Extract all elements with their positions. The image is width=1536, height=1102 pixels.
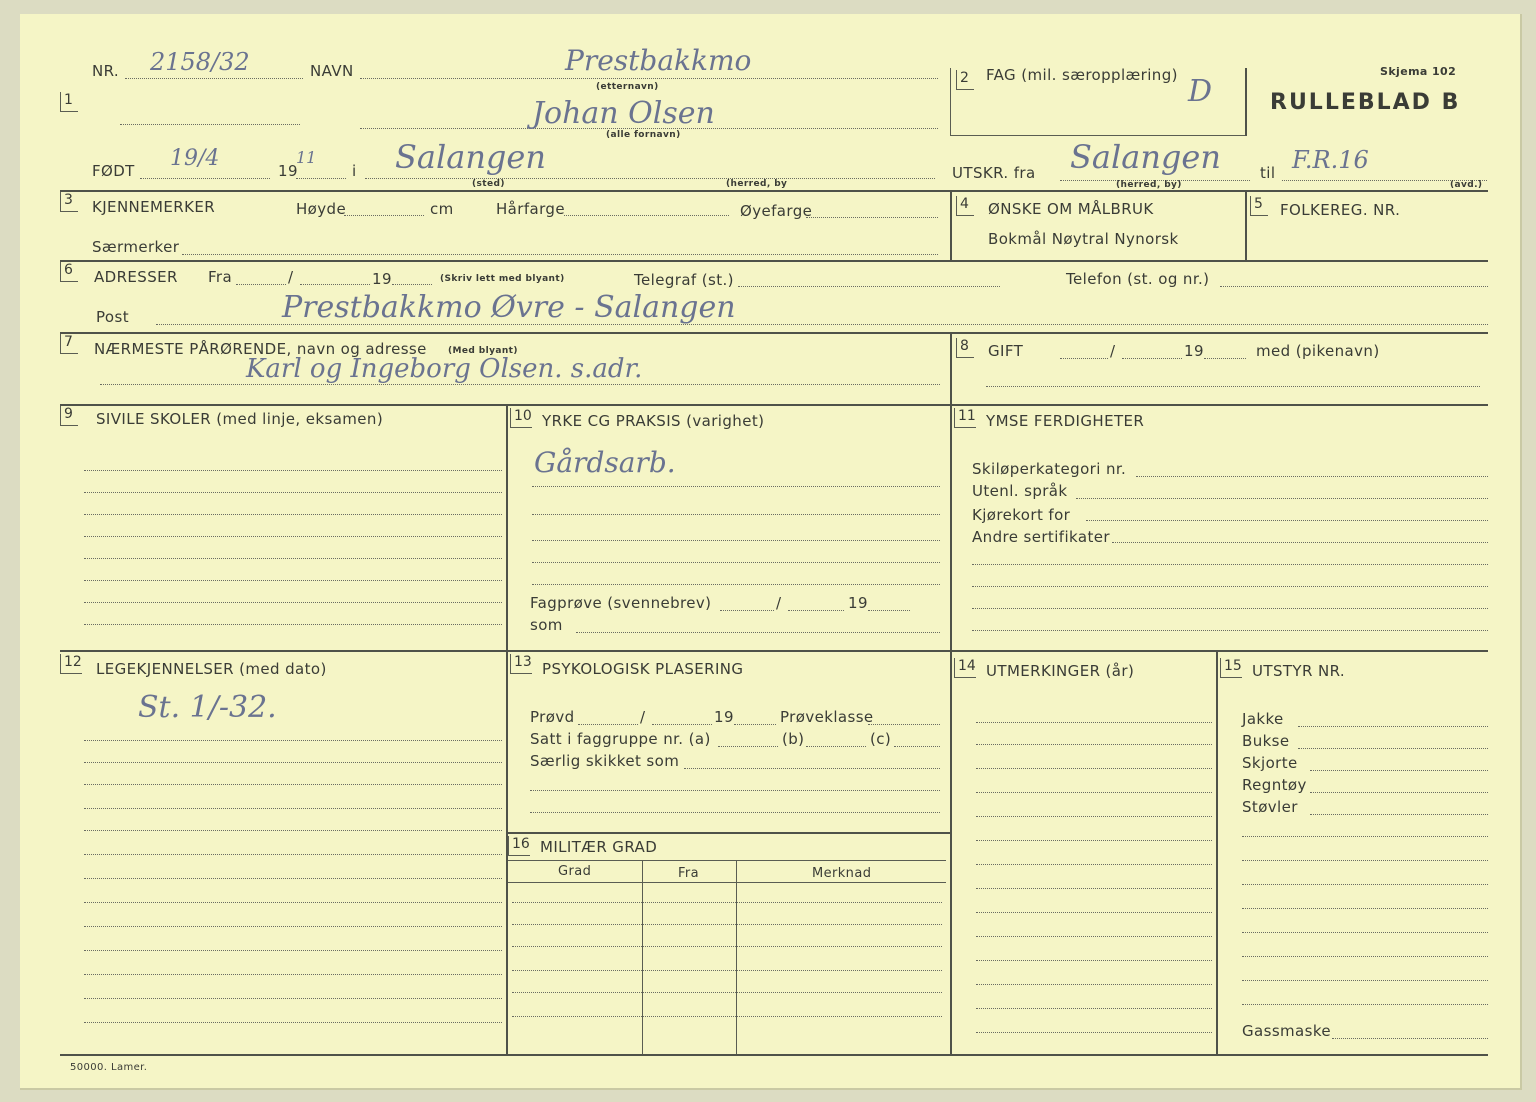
utstyr-left-border: [1216, 650, 1218, 1054]
lege-line-4: [84, 808, 502, 809]
row1-left-line: [120, 124, 300, 125]
til-value: F.R.16: [1292, 146, 1369, 174]
telefon-line: [1220, 286, 1488, 287]
utstyr-line-6: [1242, 860, 1488, 861]
gassmaske-line: [1332, 1038, 1488, 1039]
fodt-line: [140, 178, 270, 179]
oyefarge-line: [806, 217, 938, 218]
ymse-line-7: [972, 630, 1488, 631]
lege-line-11: [84, 974, 502, 975]
utmerkinger-label: UTMERKINGER (år): [986, 662, 1135, 680]
provd-year: 19: [714, 708, 734, 726]
utstyr-label: UTSTYR NR.: [1252, 662, 1346, 680]
lege-line-2: [84, 762, 502, 763]
fra-line-3: [392, 284, 432, 285]
ymse-line-3: [1112, 542, 1488, 543]
skoler-line-1: [84, 470, 502, 471]
telegraf-line: [738, 286, 1000, 287]
section-number-11: 11: [954, 408, 976, 428]
utmerk-line-11: [976, 960, 1212, 961]
hoyde-label: Høyde: [296, 200, 347, 218]
fag-value: D: [1188, 74, 1213, 109]
navn-line: [360, 78, 938, 79]
cm-label: cm: [430, 200, 454, 218]
malbruk-label: ØNSKE OM MÅLBRUK: [988, 200, 1154, 218]
som-line: [576, 632, 940, 633]
section-number-9: 9: [60, 406, 78, 426]
utstyr-line-1: [1298, 748, 1488, 749]
utstyr-line-7: [1242, 884, 1488, 885]
section-number-15: 15: [1220, 658, 1242, 678]
saerlig-line: [684, 768, 940, 769]
fra-line-1: [236, 284, 286, 285]
utmerk-line-13: [976, 1008, 1212, 1009]
parorende-note: (Med blyant): [448, 346, 518, 356]
provd-line-1: [578, 724, 638, 725]
etternavn-value: Prestbakkmo: [565, 44, 752, 77]
parorende-value: Karl og Ingeborg Olsen. s.adr.: [246, 354, 643, 384]
yrke-label: YRKE CG PRAKSIS (varighet): [542, 412, 765, 430]
lege-line-3: [84, 784, 502, 785]
satt-line-b: [806, 746, 866, 747]
satt-label: Satt i faggruppe nr. (a): [530, 730, 711, 748]
gift-label: GIFT: [988, 342, 1024, 360]
saerlig-label: Særlig skikket som: [530, 752, 680, 770]
gift-slash: /: [1110, 342, 1116, 360]
herred-caption: (herred, by: [726, 179, 788, 189]
yrke-line-3: [532, 540, 940, 541]
lege-line-5: [84, 830, 502, 831]
utstyr-line-8: [1242, 908, 1488, 909]
adresser-year: 19: [372, 270, 392, 288]
nr-value: 2158/32: [150, 48, 250, 76]
provd-line-2: [652, 724, 712, 725]
utstyr-item-4: Støvler: [1242, 798, 1298, 816]
utstyr-line-10: [1242, 956, 1488, 957]
utskr-value: Salangen: [1070, 138, 1221, 176]
utstyr-line-2: [1310, 770, 1488, 771]
print-footer: 50000. Lamer.: [70, 1062, 148, 1073]
lege-line-9: [84, 926, 502, 927]
utstyr-item-2: Skjorte: [1242, 754, 1298, 772]
ymse-line-4: [972, 564, 1488, 565]
grad-col-divider-2: [736, 860, 737, 1054]
grad-col-grad: Grad: [558, 864, 592, 879]
lege-line-1: [84, 740, 502, 741]
yrke-line-2: [532, 514, 940, 515]
til-label: til: [1260, 164, 1276, 182]
provd-line-3: [734, 724, 776, 725]
parorende-label: NÆRMESTE PÅRØRENDE, navn og adresse: [94, 340, 427, 358]
year-line: [296, 178, 346, 179]
gift-line-4: [986, 386, 1480, 387]
utmerk-line-5: [976, 816, 1212, 817]
fagprove-slash: /: [776, 594, 782, 612]
lege-line-7: [84, 878, 502, 879]
nr-label: NR.: [92, 62, 120, 80]
proveklasse-label: Prøveklasse: [780, 708, 874, 726]
nr-line: [125, 78, 303, 79]
utmerk-line-10: [976, 936, 1212, 937]
section-number-16: 16: [508, 836, 530, 856]
fagprove-year: 19: [848, 594, 868, 612]
utstyr-item-1: Bukse: [1242, 732, 1290, 750]
card-title: RULLEBLAD B: [1270, 90, 1461, 115]
fag-bottom-border: [950, 135, 1245, 136]
satt-c-label: (c): [870, 730, 892, 748]
provd-label: Prøvd: [530, 708, 575, 726]
skoler-line-2: [84, 492, 502, 493]
section-number-6: 6: [60, 262, 78, 282]
utstyr-item-0: Jakke: [1242, 710, 1284, 728]
telegraf-label: Telegraf (st.): [634, 271, 734, 289]
ymse-line-6: [972, 608, 1488, 609]
utstyr-line-11: [1242, 980, 1488, 981]
malbruk-left-border: [950, 190, 952, 260]
adresser-note: (Skriv lett med blyant): [440, 274, 565, 284]
ymse-line-0: [1136, 476, 1488, 477]
ymse-label: YMSE FERDIGHETER: [986, 412, 1145, 430]
fag-left-border: [950, 68, 951, 136]
psyk-line-2: [530, 812, 940, 813]
utstyr-line-3: [1310, 792, 1488, 793]
utskr-label: UTSKR. fra: [952, 164, 1036, 182]
kjennemerker-label: KJENNEMERKER: [92, 198, 216, 216]
oyefarge-label: Øyefarge: [740, 202, 813, 220]
title-divider: [1245, 68, 1247, 136]
place-value: Salangen: [395, 138, 546, 176]
divider-row-12: [60, 650, 1488, 652]
adresser-slash: /: [288, 268, 294, 286]
folkereg-left-border: [1245, 190, 1247, 260]
lege-line-6: [84, 854, 502, 855]
utstyr-item-3: Regntøy: [1242, 776, 1307, 794]
grad-line-6: [512, 1016, 942, 1017]
satt-line-c: [894, 746, 940, 747]
folkereg-label: FOLKEREG. NR.: [1280, 201, 1401, 219]
avd-caption: (avd.): [1450, 180, 1483, 190]
fagprove-line-2: [788, 610, 844, 611]
utmerk-line-1: [976, 722, 1212, 723]
adresser-label: ADRESSER: [94, 268, 178, 286]
yrke-line-1: [532, 486, 940, 487]
utstyr-line-5: [1242, 836, 1488, 837]
fra-line-2: [300, 284, 370, 285]
fornavn-caption: (alle fornavn): [606, 130, 681, 140]
utskr-herred-caption: (herred, by): [1116, 180, 1182, 190]
skjema-label: Skjema 102: [1380, 65, 1457, 78]
utmerk-line-6: [976, 840, 1212, 841]
lege-line-10: [84, 950, 502, 951]
fagprove-label: Fagprøve (svennebrev): [530, 594, 712, 612]
divider-row-9: [60, 404, 1488, 406]
grad-line-1: [512, 902, 942, 903]
utmerk-line-7: [976, 864, 1212, 865]
divider-row-6: [60, 260, 1488, 262]
post-value: Prestbakkmo Øvre - Salangen: [282, 290, 736, 325]
saermerker-label: Særmerker: [92, 238, 180, 256]
grad-line-4: [512, 970, 942, 971]
utstyr-line-9: [1242, 932, 1488, 933]
skoler-line-5: [84, 558, 502, 559]
gift-line-2: [1122, 358, 1182, 359]
section-number-14: 14: [954, 658, 976, 678]
psyk-label: PSYKOLOGISK PLASERING: [542, 660, 744, 678]
ymse-item-2: Kjørekort for: [972, 506, 1071, 524]
lege-value: St. 1/-32.: [138, 690, 277, 725]
malbruk-options: Bokmål Nøytral Nynorsk: [988, 230, 1179, 248]
post-label: Post: [96, 308, 129, 326]
adresser-fra-label: Fra: [208, 268, 233, 286]
utmerk-line-12: [976, 984, 1212, 985]
section-number-12: 12: [60, 654, 82, 674]
grad-col-divider-1: [642, 860, 643, 1054]
parorende-line: [100, 384, 940, 385]
utmerkinger-left-border: [950, 650, 952, 1054]
grad-col-fra: Fra: [678, 866, 700, 881]
section-number-13: 13: [510, 654, 532, 674]
fagprove-line-1: [720, 610, 774, 611]
utmerk-line-8: [976, 888, 1212, 889]
utmerk-line-4: [976, 792, 1212, 793]
gift-year: 19: [1184, 342, 1204, 360]
fodt-label: FØDT: [92, 162, 135, 180]
telefon-label: Telefon (st. og nr.): [1066, 270, 1210, 288]
sted-caption: (sted): [472, 179, 505, 189]
gift-line-1: [1060, 358, 1108, 359]
section-number-3: 3: [60, 192, 78, 212]
skoler-line-6: [84, 580, 502, 581]
lege-line-8: [84, 902, 502, 903]
utmerk-line-2: [976, 744, 1212, 745]
grad-line-2: [512, 924, 942, 925]
yrke-value: Gårdsarb.: [534, 446, 676, 479]
utstyr-line-12: [1242, 1004, 1488, 1005]
section-number-8: 8: [956, 338, 974, 358]
divider-row-2: [60, 190, 1488, 192]
utstyr-line-4: [1310, 814, 1488, 815]
yrke-line-5: [532, 584, 940, 585]
hoyde-line: [344, 215, 424, 216]
gift-med-label: med (pikenavn): [1256, 342, 1380, 360]
ymse-left-border: [950, 404, 952, 650]
fag-label: FAG (mil. særopplæring): [986, 66, 1178, 84]
provd-slash: /: [640, 708, 646, 726]
skoler-line-4: [84, 536, 502, 537]
ymse-item-0: Skiløperkategori nr.: [972, 460, 1127, 478]
saermerker-line: [182, 254, 938, 255]
place-line: [365, 178, 935, 179]
harfarge-label: Hårfarge: [496, 200, 565, 218]
gift-line-3: [1204, 358, 1246, 359]
gift-left-border: [950, 332, 952, 404]
fornavn-value: Johan Olsen: [532, 96, 715, 131]
section-number-2: 2: [956, 70, 974, 90]
psyk-line-1: [530, 790, 940, 791]
divider-bottom: [60, 1054, 1488, 1056]
ymse-item-3: Andre sertifikater: [972, 528, 1110, 546]
fagprove-line-3: [868, 610, 910, 611]
utstyr-line-0: [1298, 726, 1488, 727]
i-label: i: [352, 162, 357, 180]
skoler-label: SIVILE SKOLER (med linje, eksamen): [96, 410, 384, 428]
utmerk-line-3: [976, 768, 1212, 769]
yrke-line-4: [532, 562, 940, 563]
grad-line-5: [512, 992, 942, 993]
utmerk-line-14: [976, 1032, 1212, 1033]
proveklasse-line: [868, 724, 940, 725]
section-number-7: 7: [60, 334, 78, 354]
skoler-line-3: [84, 514, 502, 515]
record-card: [20, 14, 1522, 1090]
grad-label: MILITÆR GRAD: [540, 838, 658, 856]
ymse-line-5: [972, 586, 1488, 587]
section-number-4: 4: [956, 196, 974, 216]
som-label: som: [530, 616, 563, 634]
gassmaske-label: Gassmaske: [1242, 1022, 1332, 1040]
grad-line-3: [512, 946, 942, 947]
section-number-10: 10: [510, 408, 532, 428]
divider-row-7: [60, 332, 1488, 334]
grad-col-merknad: Merknad: [812, 866, 872, 881]
lege-line-12: [84, 998, 502, 999]
navn-label: NAVN: [310, 62, 354, 80]
lege-line-13: [84, 1022, 502, 1023]
section-number-1: 1: [60, 92, 78, 112]
grad-header-bottom: [508, 882, 946, 883]
skoler-line-8: [84, 624, 502, 625]
utmerk-line-9: [976, 912, 1212, 913]
fodt-day-value: 19/4: [170, 146, 220, 171]
ymse-line-2: [1086, 520, 1488, 521]
lege-label: LEGEKJENNELSER (med dato): [96, 660, 327, 678]
section-number-5: 5: [1250, 196, 1268, 216]
yrke-left-border: [506, 404, 508, 650]
grad-top-border: [506, 832, 950, 834]
satt-b-label: (b): [782, 730, 805, 748]
satt-line-a: [718, 746, 778, 747]
etternavn-caption: (etternavn): [596, 82, 659, 92]
year-prefix: 19: [278, 162, 298, 180]
ymse-line-1: [1076, 498, 1488, 499]
harfarge-line: [564, 215, 729, 216]
ymse-item-1: Utenl. språk: [972, 482, 1068, 500]
skoler-line-7: [84, 602, 502, 603]
grad-header-top: [508, 860, 946, 861]
year-value: 11: [296, 148, 317, 167]
